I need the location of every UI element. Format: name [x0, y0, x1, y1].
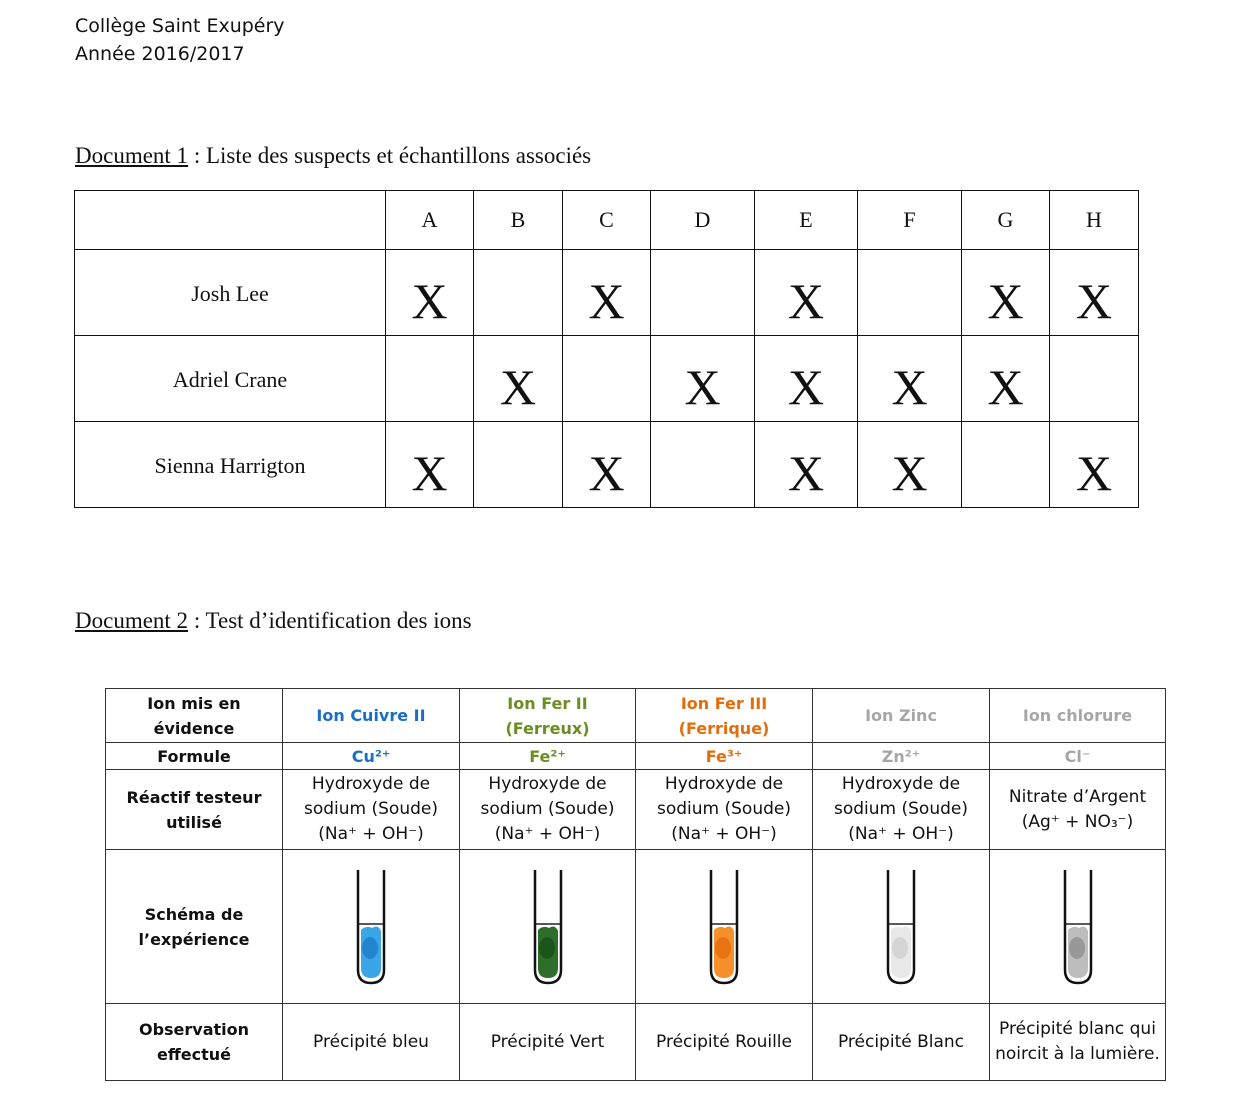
precipitate-clump	[1069, 937, 1085, 959]
reagent-line: sodium (Soude)	[480, 799, 615, 819]
reagent-cell	[283, 770, 460, 850]
suspect-name: Sienna Harrigton	[75, 422, 386, 508]
sample-mark	[1050, 336, 1139, 422]
sample-mark: X	[563, 250, 651, 336]
reagent-line: Hydroxyde de	[841, 774, 961, 794]
ion-name: Ion Cuivre II	[316, 706, 426, 725]
formula-row	[106, 743, 1166, 770]
ion-formula: Fe³⁺	[636, 743, 813, 770]
reagent-cell	[460, 770, 636, 850]
observation-cell: Précipité Vert	[460, 1004, 636, 1081]
column-header: C	[563, 191, 651, 250]
observation-cell: Précipité Rouille	[636, 1004, 813, 1081]
reagent-line: sodium (Soude)	[834, 799, 968, 819]
sample-mark: X	[858, 422, 962, 508]
column-header: B	[474, 191, 563, 250]
column-header: G	[962, 191, 1050, 250]
ion-name-cell	[283, 689, 460, 743]
sample-mark	[651, 422, 755, 508]
sample-mark: X	[755, 336, 858, 422]
sample-mark: X	[755, 250, 858, 336]
table-header-row	[75, 191, 1139, 250]
test-tube-icon	[518, 866, 578, 988]
schema-cell	[283, 850, 460, 1004]
row-label-ion: Ion mis en évidence	[106, 689, 283, 743]
column-header: F	[858, 191, 962, 250]
sample-mark: X	[1050, 250, 1139, 336]
school-name: Collège Saint Exupéry	[75, 15, 285, 37]
reagent-line: Hydroxyde de	[311, 774, 431, 794]
test-tube-icon	[1048, 866, 1108, 988]
table-row	[75, 336, 1139, 422]
ion-formula: Zn²⁺	[813, 743, 990, 770]
school-year: Année 2016/2017	[75, 43, 245, 65]
ion-formula: Cl⁻	[990, 743, 1166, 770]
column-header: H	[1050, 191, 1139, 250]
ion-name: Ion Fer II	[507, 693, 588, 713]
sample-mark	[651, 250, 755, 336]
row-label-reagent: Réactif testeur utilisé	[106, 770, 283, 850]
column-header: A	[386, 191, 474, 250]
sample-mark: X	[858, 336, 962, 422]
ion-name-cell	[813, 689, 990, 743]
sample-mark: X	[386, 422, 474, 508]
sample-mark	[474, 422, 563, 508]
sample-mark	[386, 336, 474, 422]
header-empty-cell	[75, 191, 386, 250]
test-tube-icon	[341, 866, 401, 988]
document-1-caption: : Liste des suspects et échantillons associés	[188, 143, 592, 168]
ion-name-cell	[636, 689, 813, 743]
row-label-observation: Observation effectué	[106, 1004, 283, 1081]
schema-cell	[460, 850, 636, 1004]
table-row	[75, 422, 1139, 508]
reagent-line: (Na⁺ + OH⁻)	[671, 824, 777, 844]
suspect-name: Adriel Crane	[75, 336, 386, 422]
document-1-label: Document 1	[75, 143, 189, 168]
sample-mark: X	[755, 422, 858, 508]
sample-mark: X	[1050, 422, 1139, 508]
precipitate-clump	[539, 937, 555, 959]
schema-cell	[813, 850, 990, 1004]
reagent-line: (Na⁺ + OH⁻)	[848, 824, 954, 844]
ion-name-row	[106, 689, 1166, 743]
sample-mark: X	[962, 250, 1050, 336]
reagent-cell	[636, 770, 813, 850]
sample-mark	[563, 336, 651, 422]
document-2-label: Document 2	[75, 608, 189, 633]
reagent-row	[106, 770, 1166, 850]
ion-name-cell	[460, 689, 636, 743]
ion-name: Ion Zinc	[865, 706, 937, 725]
test-tube-icon	[871, 866, 931, 988]
ion-name: Ion Fer III	[680, 693, 768, 713]
column-header: D	[651, 191, 755, 250]
sample-mark: X	[386, 250, 474, 336]
schema-cell	[990, 850, 1166, 1004]
reagent-line: (Ag⁺ + NO₃⁻)	[1021, 811, 1134, 832]
suspects-table	[74, 190, 1139, 508]
reagent-line: Hydroxyde de	[488, 774, 607, 794]
reagent-cell	[990, 770, 1166, 850]
reagent-cell	[813, 770, 990, 850]
observation-cell: Précipité blanc qui noircit à la lumière.	[990, 1004, 1166, 1081]
sample-mark: X	[474, 336, 563, 422]
ion-subname: (Ferrique)	[678, 718, 770, 738]
ion-formula: Cu²⁺	[283, 743, 460, 770]
reagent-line: Nitrate d’Argent	[1008, 786, 1147, 807]
precipitate-clump	[362, 937, 378, 959]
row-label-formula: Formule	[106, 743, 283, 770]
table-row	[75, 250, 1139, 336]
ion-subname: (Ferreux)	[505, 718, 590, 738]
reagent-line: sodium (Soude)	[304, 799, 438, 819]
reagent-line: (Na⁺ + OH⁻)	[494, 824, 601, 844]
sample-mark: X	[651, 336, 755, 422]
precipitate-clump	[892, 937, 908, 959]
observation-cell: Précipité Blanc	[813, 1004, 990, 1081]
precipitate-clump	[715, 937, 731, 959]
test-tube-icon	[694, 866, 754, 988]
ion-identification-table	[105, 688, 1166, 1081]
schema-row	[106, 850, 1166, 1004]
reagent-line: (Na⁺ + OH⁻)	[318, 824, 424, 844]
suspect-name: Josh Lee	[75, 250, 386, 336]
document-header	[75, 12, 285, 68]
reagent-line: sodium (Soude)	[657, 799, 791, 819]
document-2-caption: : Test d’identification des ions	[188, 608, 472, 633]
sample-mark	[962, 422, 1050, 508]
schema-cell	[636, 850, 813, 1004]
ion-name-cell	[990, 689, 1166, 743]
column-header: E	[755, 191, 858, 250]
reagent-line: Hydroxyde de	[664, 774, 784, 794]
sample-mark: X	[962, 336, 1050, 422]
row-label-schema: Schéma de l’expérience	[106, 850, 283, 1004]
sample-mark	[474, 250, 563, 336]
ion-name: Ion chlorure	[1022, 706, 1133, 725]
document-1-title	[75, 143, 591, 169]
document-2-title	[75, 608, 472, 634]
sample-mark	[858, 250, 962, 336]
sample-mark: X	[563, 422, 651, 508]
ion-formula: Fe²⁺	[460, 743, 636, 770]
observation-cell: Précipité bleu	[283, 1004, 460, 1081]
observation-row	[106, 1004, 1166, 1081]
